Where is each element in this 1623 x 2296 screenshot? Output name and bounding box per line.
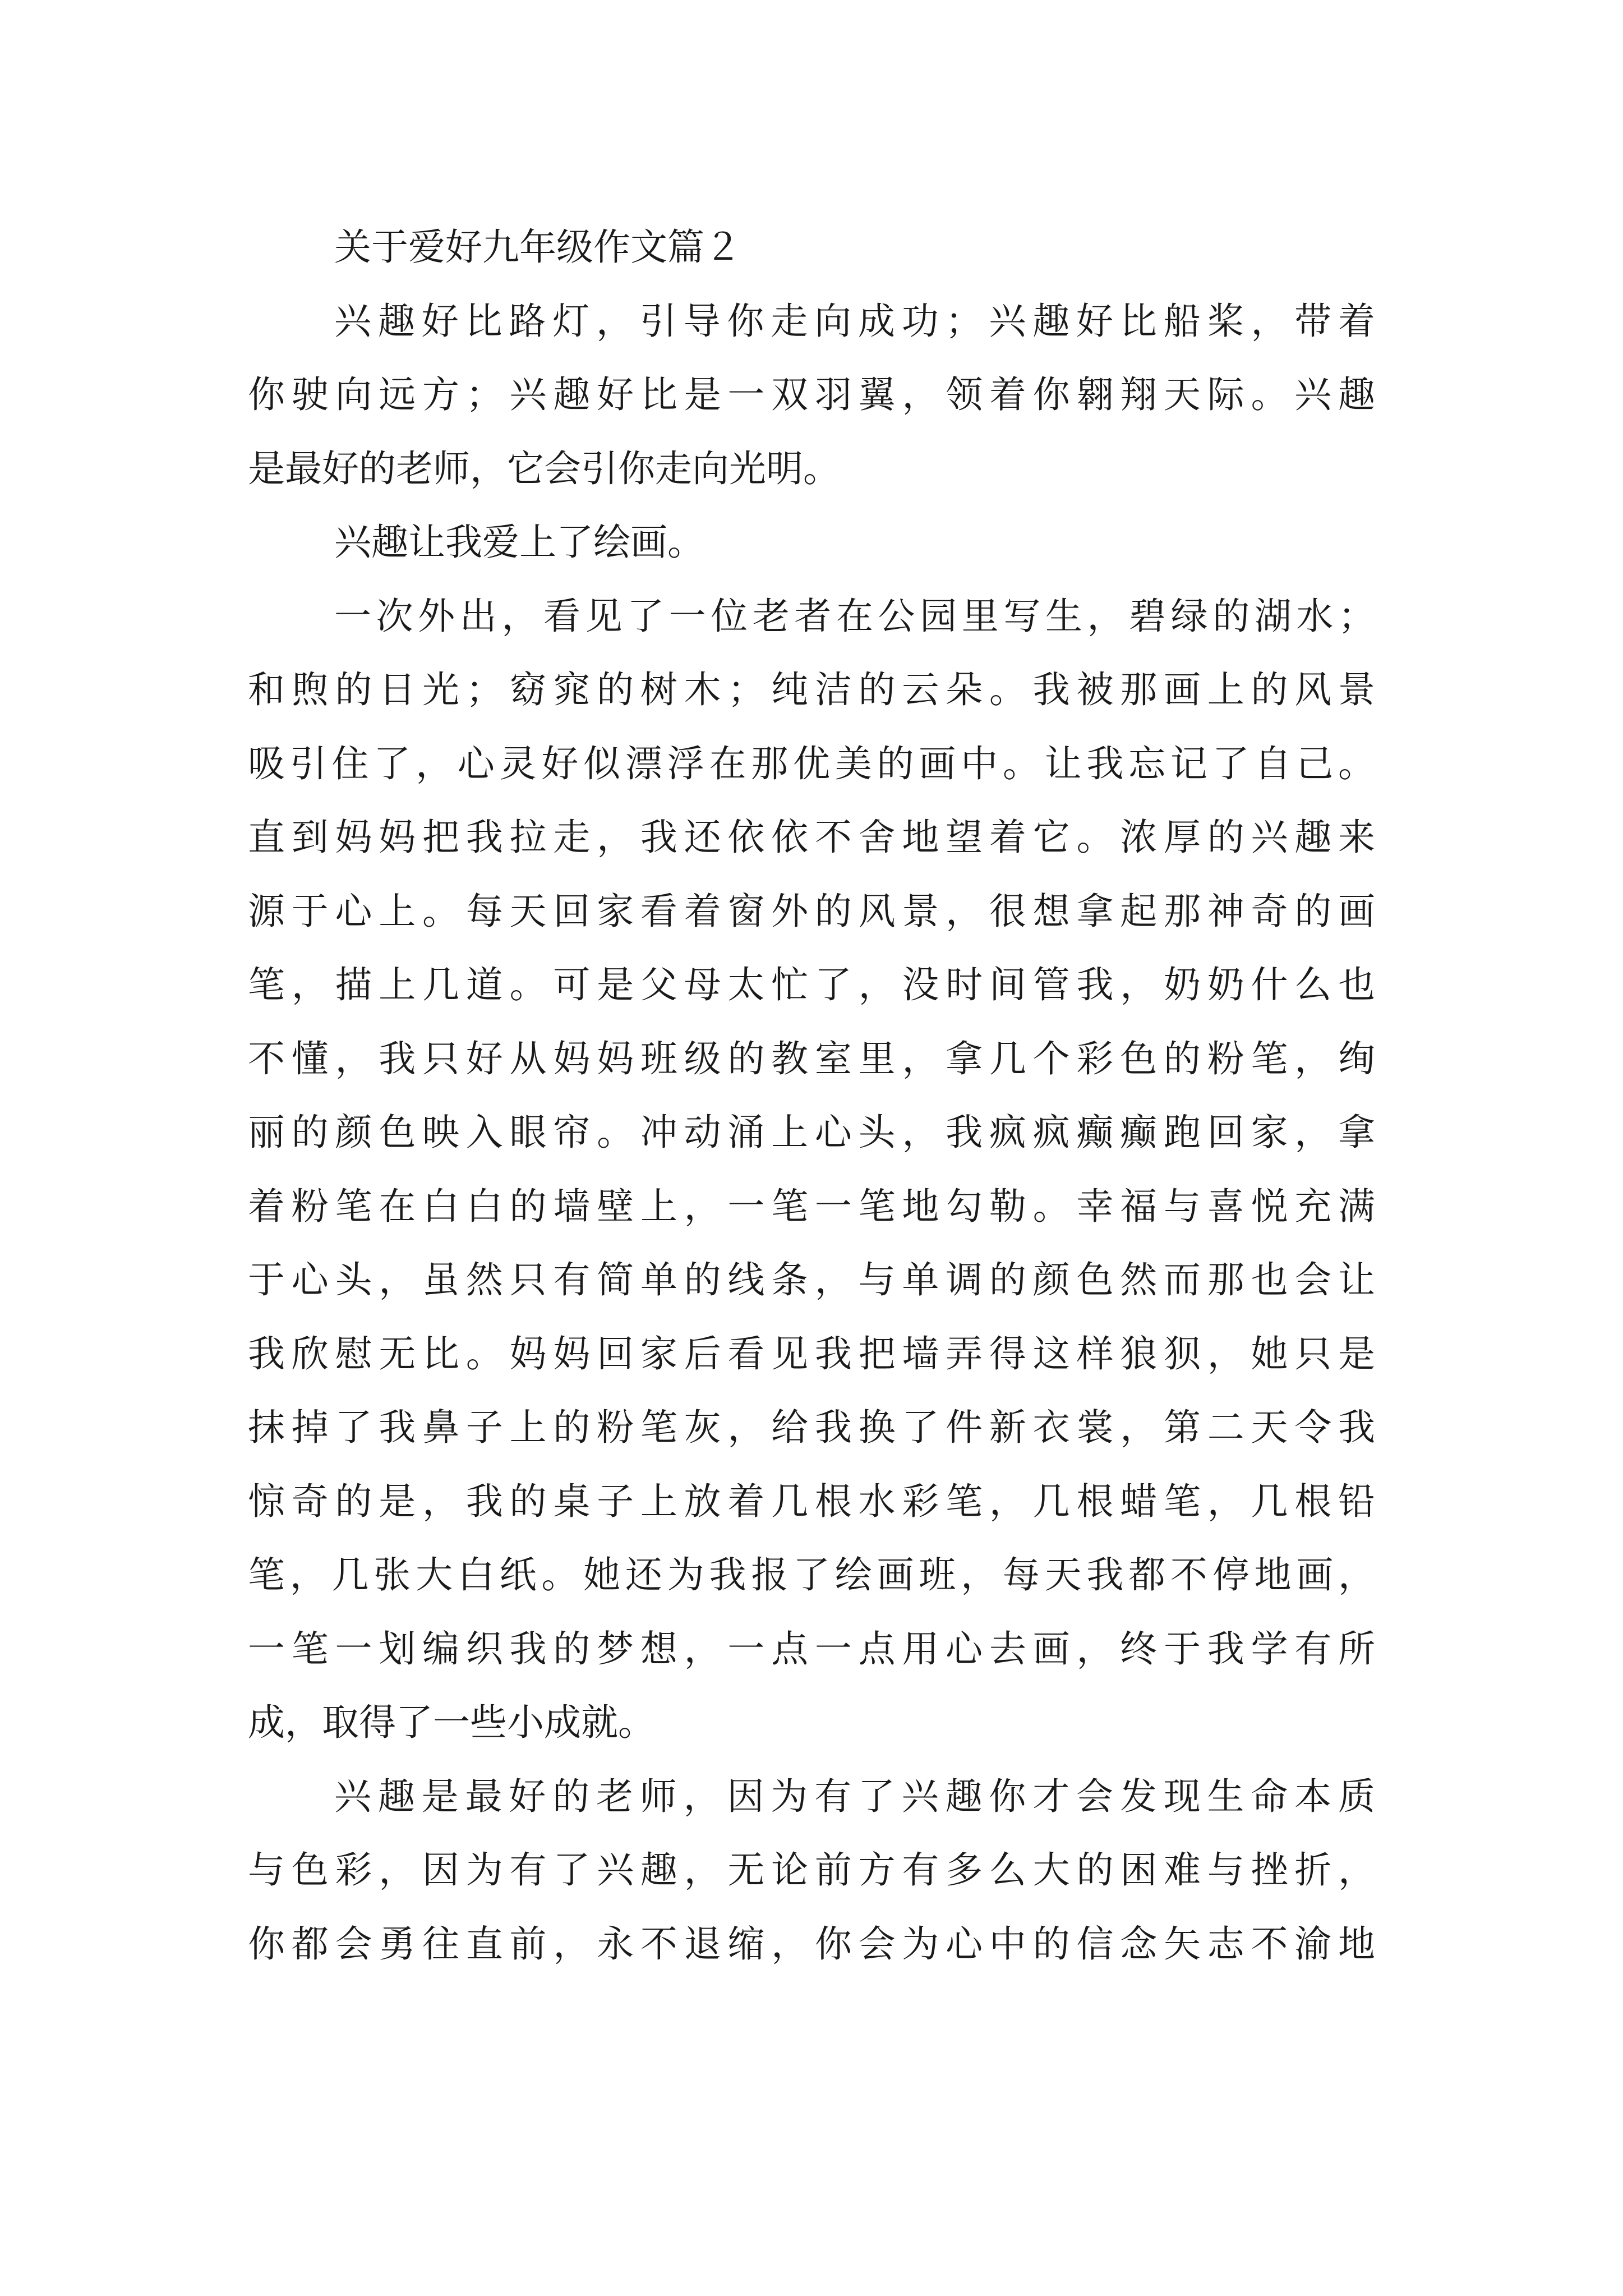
paragraph-2 (248, 505, 1375, 579)
text-line: 丽的颜色映入眼帘。冲动涌上心头，我疯疯癫癫跑回家，拿 (248, 1111, 1375, 1154)
text-line: 兴趣是最好的老师，因为有了兴趣你才会发现生命本质 (334, 1774, 1375, 1818)
document-title: 关于爱好九年级作文篇２ (334, 226, 741, 269)
text-line: 一笔一划编织我的梦想，一点一点用心去画，终于我学有所 (248, 1627, 1375, 1671)
text-line: 吸引住了，心灵好似漂浮在那优美的画中。让我忘记了自己。 (248, 742, 1375, 785)
text-line: 笔，描上几道。可是父母太忙了，没时间管我，奶奶什么也 (248, 963, 1375, 1006)
text-line: 你都会勇往直前，永不退缩，你会为心中的信念矢志不渝地 (248, 1922, 1375, 1966)
text-line: 笔，几张大白纸。她还为我报了绘画班，每天我都不停地画， (248, 1553, 1375, 1596)
text-line: 与色彩，因为有了兴趣，无论前方有多么大的困难与挫折， (248, 1848, 1375, 1892)
text-line: 直到妈妈把我拉走，我还依依不舍地望着它。浓厚的兴趣来 (248, 816, 1375, 859)
text-line: 你驶向远方；兴趣好比是一双羽翼，领着你翱翔天际。兴趣 (248, 373, 1375, 416)
text-line: 和煦的日光；窈窕的树木；纯洁的云朵。我被那画上的风景 (248, 668, 1375, 711)
document-body (248, 210, 1375, 1981)
paragraph-1 (248, 284, 1375, 506)
text-line: 是最好的老师，它会引你走向光明。 (248, 447, 840, 490)
text-line: 成，取得了一些小成就。 (248, 1701, 655, 1744)
text-line: 兴趣好比路灯，引导你走向成功；兴趣好比船桨，带着 (334, 299, 1375, 343)
text-line: 源于心上。每天回家看着窗外的风景，很想拿起那神奇的画 (248, 889, 1375, 933)
text-line: 于心头，虽然只有简单的线条，与单调的颜色然而那也会让 (248, 1258, 1375, 1301)
text-line: 抹掉了我鼻子上的粉笔灰，给我换了件新衣裳，第二天令我 (248, 1406, 1375, 1449)
paragraph-3 (248, 579, 1375, 1760)
text-line: 不懂，我只好从妈妈班级的教室里，拿几个彩色的粉笔，绚 (248, 1037, 1375, 1080)
text-line: 兴趣让我爱上了绘画。 (334, 521, 704, 564)
paragraph-4 (248, 1760, 1375, 1981)
text-line: 着粉笔在白白的墙壁上，一笔一笔地勾勒。幸福与喜悦充满 (248, 1184, 1375, 1228)
text-line: 我欣慰无比。妈妈回家后看见我把墙弄得这样狼狈，她只是 (248, 1332, 1375, 1375)
text-line: 惊奇的是，我的桌子上放着几根水彩笔，几根蜡笔，几根铅 (248, 1479, 1375, 1523)
text-line: 一次外出，看见了一位老者在公园里写生，碧绿的湖水； (334, 594, 1375, 638)
